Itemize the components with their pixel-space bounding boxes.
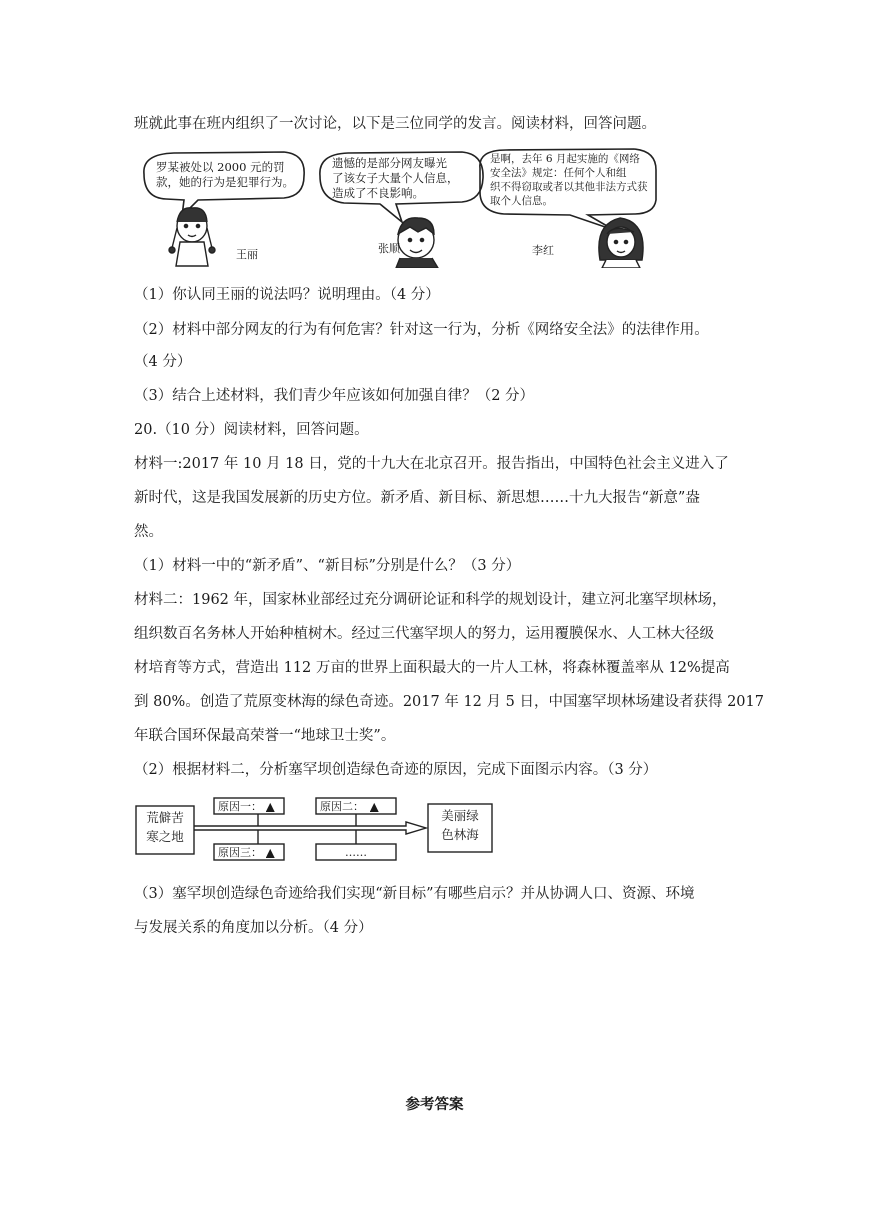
material2-line5: 年联合国环保最高荣誉一“地球卫士奖”。 [134, 728, 396, 744]
q20-part3-line2: 与发展关系的角度加以分析。（4 分） [134, 920, 373, 936]
answer-heading: 参考答案 [405, 1096, 464, 1113]
q20-title: 20.（10 分）阅读材料，回答问题。 [134, 422, 369, 438]
q20-part1: （1）材料一中的“新矛盾”、“新目标”分别是什么？（3 分） [134, 558, 521, 574]
discussion-cartoon [134, 148, 746, 268]
material2-line1: 材料二：1962 年，国家林业部经过充分调研论证和科学的规划设计，建立河北塞罕坝林场， [134, 592, 727, 608]
name-li-hong: 李红 [532, 244, 554, 257]
reason-3-box: 原因三： ▲ [218, 846, 275, 859]
bubble-2-text: 遗憾的是部分网友曝光 了该女子大量个人信息， 造成了不良影响。 [332, 156, 459, 200]
material2-line4: 到 80%。创造了荒原变林海的绿色奇迹。2017 年 12 月 5 日，中国塞罕坝林场建设者获得 2017 [134, 694, 764, 710]
name-wang-li: 王丽 [236, 248, 258, 261]
reason-1-box: 原因一： ▲ [218, 800, 275, 813]
q19-part1: （1）你认同王丽的说法吗？说明理由。（4 分） [134, 287, 440, 303]
q20-part3-line1: （3）塞罕坝创造绿色奇迹给我们实现“新目标”有哪些启示？并从协调人口、资源、环境 [134, 886, 695, 902]
material1-line1: 材料一:2017 年 10 月 18 日，党的十九大在北京召开。报告指出，中国特色社会主义进入了 [134, 456, 729, 472]
bubble-1-text: 罗某被处以 2000 元的罚 款，她的行为是犯罪行为。 [156, 160, 294, 189]
q19-part2-line1: （2）材料中部分网友的行为有何危害？针对这一行为，分析《网络安全法》的法律作用。 [134, 322, 709, 338]
material2-line2: 组织数百名务林人开始种植树木。经过三代塞罕坝人的努力，运用覆膜保水、人工林大径级 [134, 626, 714, 642]
ellipsis-box: …… [345, 846, 367, 859]
right-box: 美丽绿 色林海 [441, 808, 479, 842]
q19-part3: （3）结合上述材料，我们青少年应该如何加强自律？（2 分） [134, 388, 535, 404]
q20-part2: （2）根据材料二，分析塞罕坝创造绿色奇迹的原因，完成下面图示内容。（3 分） [134, 762, 658, 778]
q19-part2-line2: （4 分） [134, 354, 192, 370]
cause-diagram [134, 796, 496, 862]
reason-2-box: 原因二： ▲ [320, 800, 379, 813]
material2-line3: 材培育等方式，营造出 112 万亩的世界上面积最大的一片人工林，将森林覆盖率从 12%提高 [134, 660, 730, 676]
material1-line2: 新时代，这是我国发展新的历史方位。新矛盾、新目标、新思想……十九大报告“新意”盎 [134, 490, 700, 506]
material1-line3: 然。 [134, 524, 163, 540]
bubble-3-text: 是啊，去年 6 月起实施的《网络 安全法》规定：任何个人和组 织不得窃取或者以其他非法方式获 取个人信息。 [490, 153, 648, 207]
name-zhang-shun: 张顺 [378, 242, 400, 255]
intro-text: 班就此事在班内组织了一次讨论，以下是三位同学的发言。阅读材料，回答问题。 [134, 116, 656, 132]
left-box: 荒僻苦 寒之地 [146, 810, 184, 844]
